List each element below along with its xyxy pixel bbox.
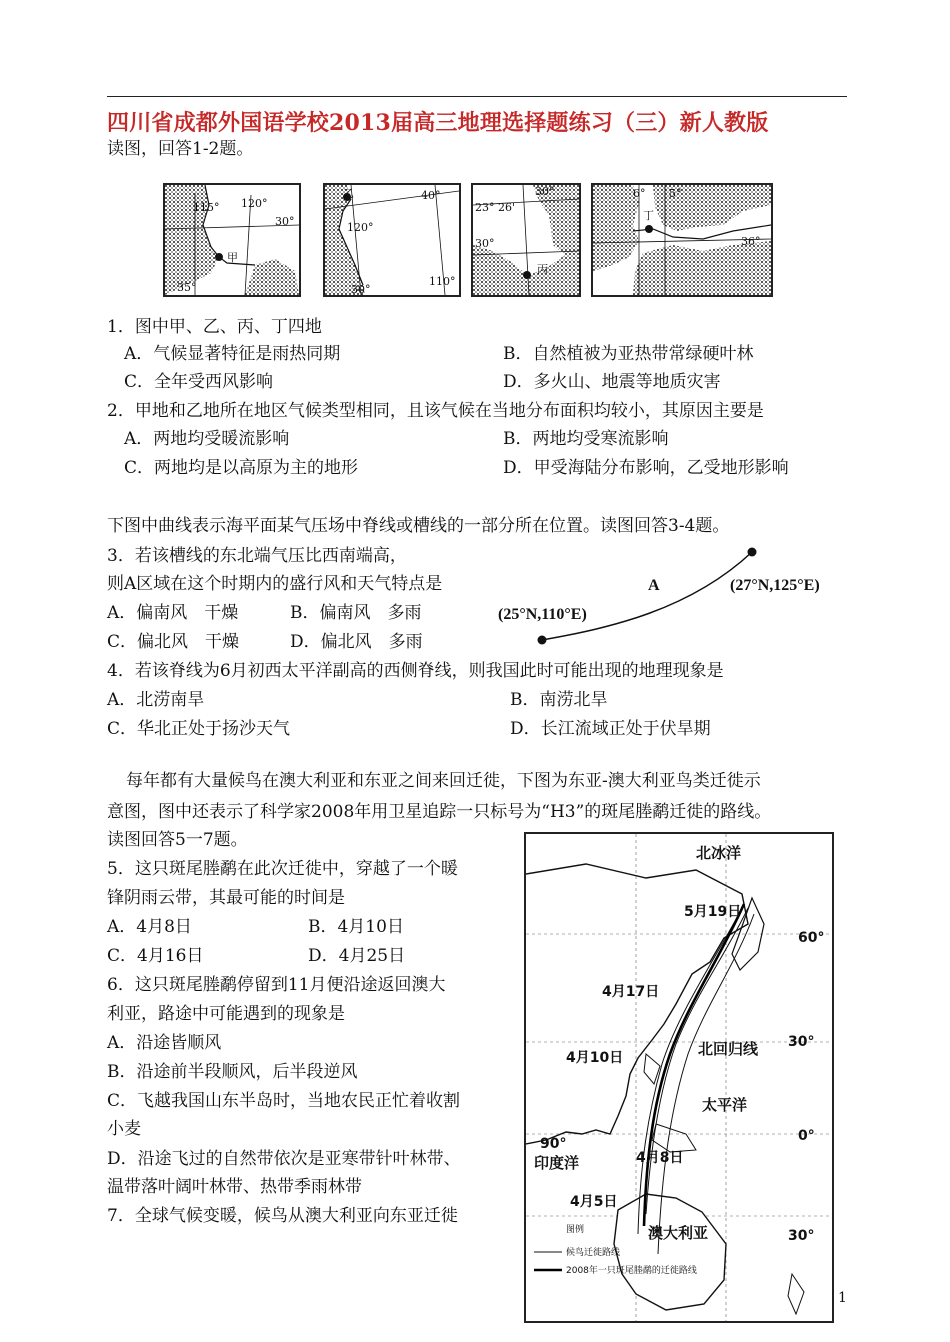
map2-label-1: 120° bbox=[347, 221, 374, 234]
map-label-lat60: 60° bbox=[798, 930, 825, 946]
map3-place: 丙 bbox=[537, 263, 548, 276]
map-label-tropic: 北回归线 bbox=[698, 1040, 759, 1058]
q4-stem: 4．若该脊线为6月初西太平洋副高的西侧脊线，则我国此时可能出现的地理现象是 bbox=[107, 661, 724, 681]
migration-map bbox=[524, 832, 834, 1323]
map-label-arctic: 北冰洋 bbox=[696, 844, 742, 862]
map1-label-2: 30° bbox=[275, 215, 295, 228]
map-label-indian: 印度洋 bbox=[534, 1154, 580, 1172]
q2-option-c: C．两地均是以高原为主的地形 bbox=[124, 458, 359, 478]
q6-stem-2: 利亚，路途中可能遇到的现象是 bbox=[107, 1004, 345, 1024]
q3-option-d: D．偏北风 多雨 bbox=[290, 632, 423, 652]
map2-label-3: 30° bbox=[351, 283, 371, 295]
map-label-apr8: 4月8日 bbox=[636, 1150, 684, 1166]
page-number: 1 bbox=[838, 1290, 847, 1306]
q1-option-a: A．气候显著特征是雨热同期 bbox=[124, 344, 341, 364]
trough-line-diagram bbox=[530, 540, 770, 650]
q5-stem-1: 5．这只斑尾塍鹬在此次迁徙中，穿越了一个暖 bbox=[107, 859, 458, 879]
map-label-australia: 澳大利亚 bbox=[648, 1224, 709, 1242]
q1-option-b: B．自然植被为亚热带常绿硬叶林 bbox=[503, 344, 754, 364]
intro-q5-7-line1: 每年都有大量候鸟在澳大利亚和东亚之间来回迁徙，下图为东亚-澳大利亚鸟类迁徙示 bbox=[126, 771, 761, 791]
q6-option-c-line1: C．飞越我国山东半岛时，当地农民正忙着收割 bbox=[107, 1091, 461, 1111]
q5-option-c: C．4月16日 bbox=[107, 946, 204, 966]
map2-label-0: 40° bbox=[421, 189, 441, 202]
q6-stem-1: 6．这只斑尾塍鹬停留到11月便沿途返回澳大 bbox=[107, 975, 446, 995]
q2-option-d: D．甲受海陆分布影响，乙受地形影响 bbox=[503, 458, 789, 478]
q5-option-d: D．4月25日 bbox=[308, 946, 406, 966]
q7-stem: 7．全球气候变暖，候鸟从澳大利亚向东亚迁徙 bbox=[107, 1206, 458, 1226]
map3-label-0: 30° bbox=[535, 185, 555, 198]
q3-option-a: A．偏南风 干燥 bbox=[107, 603, 239, 623]
q3-stem-1: 3．若该槽线的东北端气压比西南端高， bbox=[107, 546, 407, 566]
map4-label-1: 5° bbox=[669, 187, 682, 200]
map4-label-0: 6° bbox=[633, 187, 646, 200]
legend-item-1: 候鸟迁徙路线 bbox=[566, 1248, 621, 1258]
q1-option-c: C．全年受西风影响 bbox=[124, 372, 274, 392]
q3-stem-2: 则A区域在这个时期内的盛行风和天气特点是 bbox=[107, 574, 443, 594]
q4-option-d: D．长江流域正处于伏旱期 bbox=[510, 719, 711, 739]
map-bing bbox=[471, 183, 581, 297]
map-label-lon90: 90° bbox=[540, 1136, 567, 1152]
q2-option-a: A．两地均受暖流影响 bbox=[124, 429, 290, 449]
page-title: 四川省成都外国语学校2013届高三地理选择题练习（三）新人教版 bbox=[107, 110, 769, 136]
q4-option-c: C．华北正处于扬沙天气 bbox=[107, 719, 291, 739]
intro-q3-4: 下图中曲线表示海平面某气压场中脊线或槽线的一部分所在位置。读图回答3-4题。 bbox=[107, 516, 730, 536]
map1-place: 甲 bbox=[227, 251, 238, 264]
q6-option-c-line2: 小麦 bbox=[107, 1119, 141, 1139]
intro-q1-2: 读图，回答1-2题。 bbox=[107, 139, 254, 159]
trough-sw-coord: (25°N,110°E) bbox=[498, 606, 587, 623]
map-jia bbox=[163, 183, 301, 297]
map-label-lat30n: 30° bbox=[788, 1034, 815, 1050]
map1-label-0: 115° bbox=[193, 201, 220, 214]
q4-option-a: A．北涝南旱 bbox=[107, 690, 205, 710]
q6-option-a: A．沿途皆顺风 bbox=[107, 1033, 222, 1053]
map4-place: 丁 bbox=[643, 209, 654, 222]
q3-option-b: B．偏南风 多雨 bbox=[290, 603, 422, 623]
map-label-lat0: 0° bbox=[798, 1128, 815, 1144]
q4-option-b: B．南涝北旱 bbox=[510, 690, 608, 710]
q6-option-d-line2: 温带落叶阔叶林带、热带季雨林带 bbox=[107, 1177, 362, 1197]
trough-label-a: A bbox=[648, 577, 660, 594]
map1-label-3: 35° bbox=[177, 281, 197, 294]
q2-option-b: B．两地均受寒流影响 bbox=[503, 429, 669, 449]
header-rule bbox=[107, 96, 847, 97]
map2-label-2: 110° bbox=[429, 275, 456, 288]
map-label-apr10: 4月10日 bbox=[566, 1050, 624, 1066]
intro-q5-7-line3: 读图回答5一7题。 bbox=[107, 830, 248, 850]
map-label-may19: 5月19日 bbox=[684, 904, 742, 920]
trough-ne-coord: (27°N,125°E) bbox=[730, 577, 820, 594]
map3-label-1: 23° 26' bbox=[475, 201, 516, 214]
legend-title: 图例 bbox=[566, 1225, 585, 1235]
map4-label-2: 36° bbox=[741, 235, 761, 248]
legend-item-2: 2008年一只斑尾塍鹬的迁徙路线 bbox=[566, 1266, 697, 1276]
q1-stem: 1．图中甲、乙、丙、丁四地 bbox=[107, 317, 322, 337]
map-label-lat30s: 30° bbox=[788, 1228, 815, 1244]
map-ding bbox=[591, 183, 773, 297]
q5-stem-2: 锋阴雨云带，其最可能的时间是 bbox=[107, 888, 345, 908]
intro-q5-7-line2: 意图，图中还表示了科学家2008年用卫星追踪一只标号为“H3”的斑尾塍鹬迁徙的路线。 bbox=[107, 802, 772, 822]
q1-option-d: D．多火山、地震等地质灾害 bbox=[503, 372, 721, 392]
q6-option-d-line1: D．沿途飞过的自然带依次是亚寒带针叶林带、 bbox=[107, 1149, 461, 1169]
map1-label-1: 120° bbox=[241, 197, 268, 210]
map-yi bbox=[323, 183, 461, 297]
q5-option-a: A．4月8日 bbox=[107, 917, 192, 937]
q3-option-c: C．偏北风 干燥 bbox=[107, 632, 240, 652]
map-label-apr5: 4月5日 bbox=[570, 1194, 618, 1210]
map-label-pacific: 太平洋 bbox=[702, 1096, 748, 1114]
map2-place: 乙 bbox=[343, 187, 354, 200]
q2-stem: 2．甲地和乙地所在地区气候类型相同，且该气候在当地分布面积均较小，其原因主要是 bbox=[107, 401, 764, 421]
q5-option-b: B．4月10日 bbox=[308, 917, 404, 937]
map3-label-2: 30° bbox=[475, 237, 495, 250]
map-label-apr17: 4月17日 bbox=[602, 984, 660, 1000]
q6-option-b: B．沿途前半段顺风，后半段逆风 bbox=[107, 1062, 358, 1082]
